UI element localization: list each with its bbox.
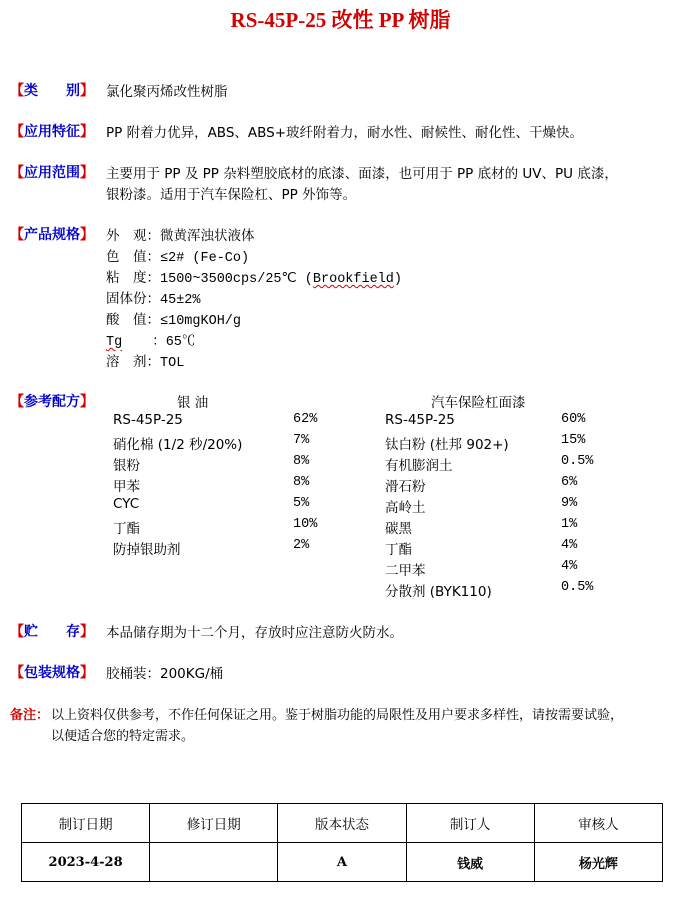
note-line-2: 以便适合您的特定需求。 (51, 729, 195, 744)
bumper-ingredient: 钛白粉 (杜邦 902+) (385, 437, 509, 453)
spec-item: Tg ：65℃ (106, 335, 196, 350)
revision-table (21, 803, 663, 882)
spec-item: 固体份：45±2% (106, 291, 201, 308)
packaging-label: 【包装规格】 (10, 665, 94, 681)
bumper-percentage: 9% (561, 496, 578, 511)
bumper-percentage: 6% (561, 475, 578, 490)
silver-formula-heading: 银 油 (177, 395, 209, 411)
silver-ingredient: 甲苯 (113, 479, 140, 495)
bumper-ingredient: 滑石粉 (385, 479, 426, 495)
bumper-ingredient: 分散剂 (BYK110) (385, 584, 492, 600)
features-label: 【应用特征】 (10, 124, 94, 140)
bumper-ingredient: 二甲苯 (385, 563, 426, 579)
revision-header-row (22, 804, 663, 843)
revision-header-cell: 制订日期 (22, 804, 150, 843)
spec-item: 色 值：≤2# (Fe-Co) (106, 249, 250, 266)
bumper-percentage: 60% (561, 412, 586, 427)
spec-item: 酸 值：≤10mgKOH/g (106, 312, 242, 329)
silver-ingredient: 银粉 (113, 458, 140, 474)
category-label: 【类 别】 (10, 83, 94, 99)
revision-value-cell: A (278, 843, 406, 882)
bumper-ingredient: 碳黑 (385, 521, 412, 537)
scope-label: 【应用范围】 (10, 165, 94, 181)
specs-label: 【产品规格】 (10, 227, 94, 243)
bumper-percentage: 15% (561, 433, 586, 448)
revision-header-cell: 审核人 (534, 804, 662, 843)
formulas-label: 【参考配方】 (10, 394, 94, 410)
bumper-percentage: 0.5% (561, 454, 594, 469)
bumper-percentage: 1% (561, 517, 578, 532)
silver-ingredient: 硝化棉 (1/2 秒/20%) (113, 437, 243, 453)
bumper-formula-heading: 汽车保险杠面漆 (431, 395, 526, 411)
silver-ingredient: 丁酯 (113, 521, 140, 537)
revision-value-row (22, 843, 663, 882)
bumper-ingredient: 丁酯 (385, 542, 412, 558)
bumper-percentage: 4% (561, 559, 578, 574)
revision-value-cell: 杨光辉 (534, 843, 662, 882)
category-value: 氯化聚丙烯改性树脂 (106, 84, 228, 100)
note-label: 备注： (10, 708, 50, 723)
revision-header-cell: 制订人 (406, 804, 534, 843)
silver-percentage: 8% (293, 475, 310, 490)
bumper-ingredient: 高岭土 (385, 500, 426, 516)
silver-ingredient: 防掉银助剂 (113, 542, 181, 558)
spec-item: 溶 剂：TOL (106, 354, 185, 371)
features-value: PP 附着力优异，ABS、ABS+玻纤附着力，耐水性、耐候性、耐化性、干燥快。 (106, 125, 584, 141)
revision-value-cell: 2023-4-28 (22, 843, 150, 882)
silver-percentage: 10% (293, 517, 318, 532)
silver-percentage: 62% (293, 412, 318, 427)
silver-ingredient: CYC (113, 496, 140, 512)
packaging-value: 胶桶装：200KG/桶 (106, 666, 224, 682)
storage-value: 本品储存期为十二个月，存放时应注意防火防水。 (106, 625, 403, 641)
revision-header-cell: 修订日期 (150, 804, 278, 843)
bumper-ingredient: 有机膨润土 (385, 458, 453, 474)
scope-line-2: 银粉漆。适用于汽车保险杠、PP 外饰等。 (106, 187, 357, 203)
silver-percentage: 8% (293, 454, 310, 469)
bumper-percentage: 0.5% (561, 580, 594, 595)
scope-line-1: 主要用于 PP 及 PP 杂料塑胶底材的底漆、面漆，也可用于 PP 底材的 UV、PU 底漆， (106, 166, 618, 182)
silver-percentage: 5% (293, 496, 310, 511)
spec-item: 外 观：微黄浑浊状液体 (106, 228, 255, 244)
revision-header-cell: 版本状态 (278, 804, 406, 843)
spec-item: 粘 度：1500~3500cps/25℃ (Brookfield) (106, 270, 403, 287)
silver-ingredient: RS-45P-25 (113, 412, 183, 428)
page-title: RS-45P-25 改性 PP 树脂 (230, 8, 451, 32)
note-line-1: 以上资料仅供参考，不作任何保证之用。鉴于树脂功能的局限性及用户要求多样性，请按需要试验， (51, 708, 624, 723)
bumper-percentage: 4% (561, 538, 578, 553)
bumper-ingredient: RS-45P-25 (385, 412, 455, 428)
storage-label: 【贮 存】 (10, 624, 94, 640)
revision-value-cell (150, 843, 278, 882)
silver-percentage: 2% (293, 538, 310, 553)
silver-percentage: 7% (293, 433, 310, 448)
revision-value-cell: 钱威 (406, 843, 534, 882)
